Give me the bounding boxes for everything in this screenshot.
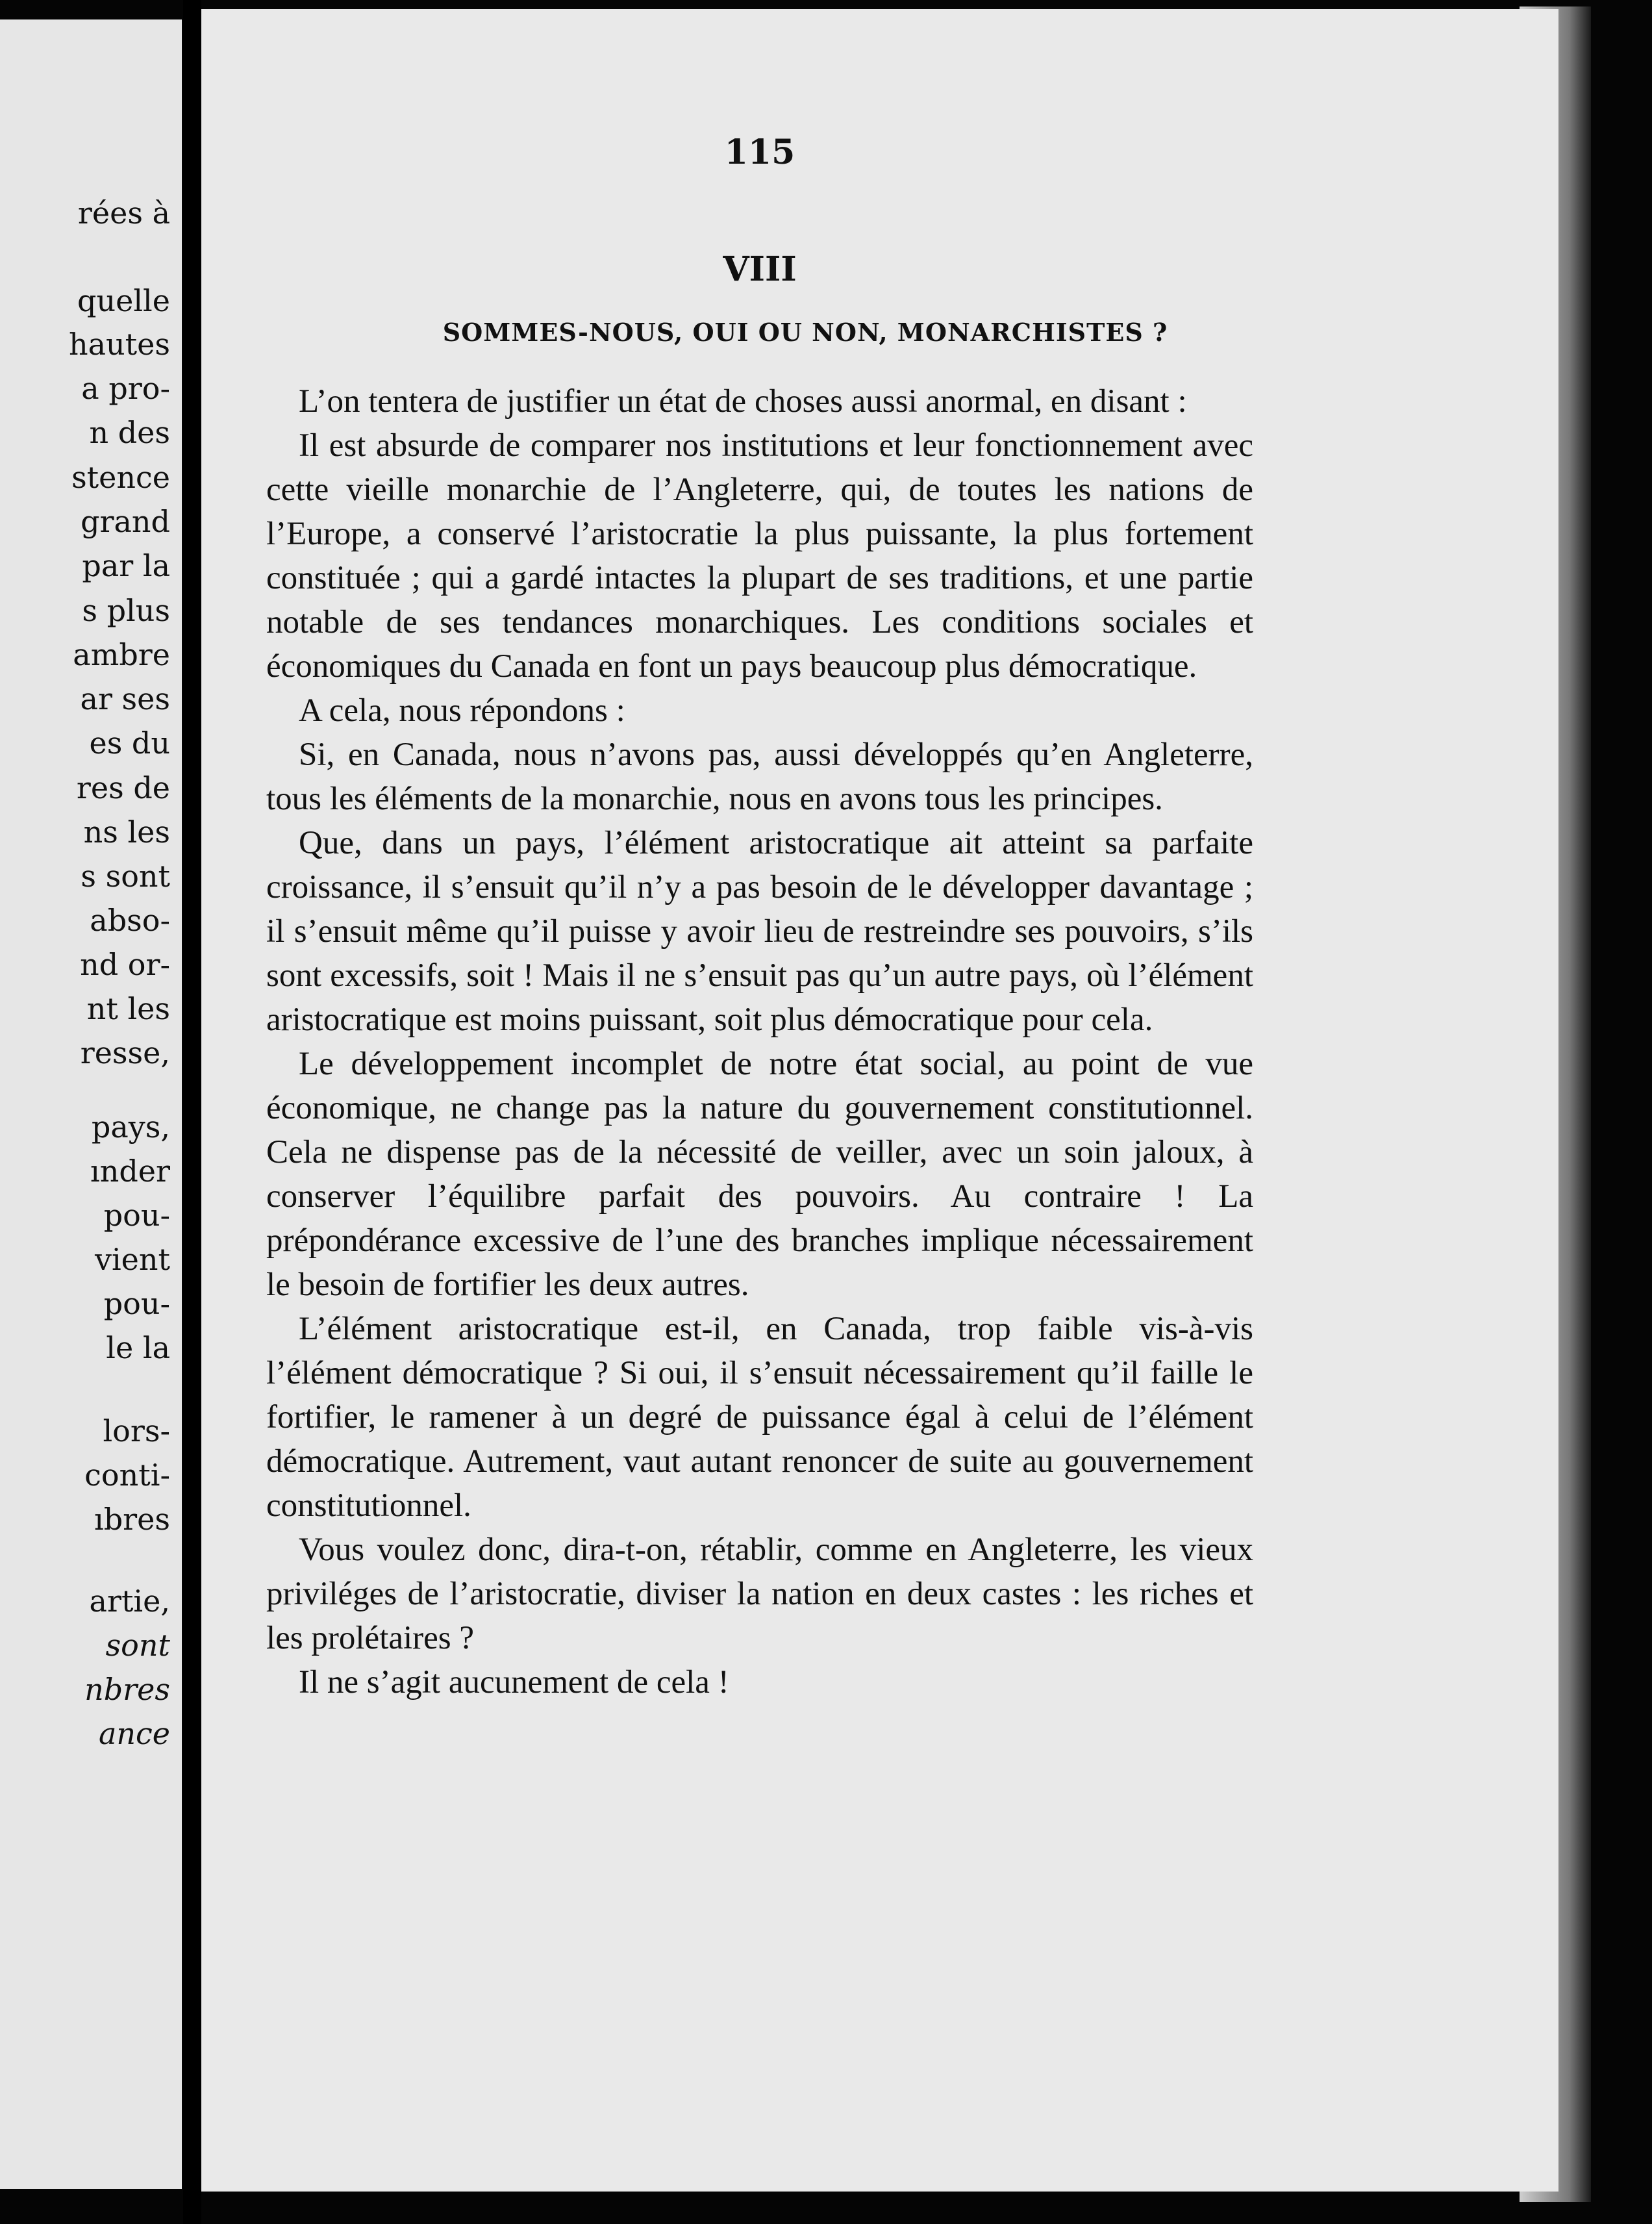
- paragraph: L’on tentera de justifier un état de choses aussi anormal, en disant :: [299, 383, 1187, 420]
- left-page-line-fragment: ar ses: [80, 681, 170, 716]
- paragraph: L’élément aristocratique est-il, en Canada, trop faible vis-à-vis l’élément démocratique ? Si oui, il s’ensuit nécessairement qu’il faille le fortifier, le ramener à un degré de puissance égal à celui de l’élément démocratique. Autrement, vaut autant renoncer de suite au gouvernement constitutionnel.: [266, 1311, 1253, 1524]
- left-page-line-fragment: a pro-: [81, 371, 170, 406]
- left-page-line-fragment: pays,: [91, 1109, 170, 1144]
- paragraph: Il ne s’agit aucunement de cela !: [299, 1664, 729, 1700]
- left-page-line-fragment: es du: [89, 726, 170, 761]
- left-page-line-fragment: ınder: [90, 1154, 170, 1189]
- left-page-line-fragment: ambre: [73, 637, 170, 672]
- left-page-line-fragment: s plus: [82, 593, 170, 628]
- left-page-line-fragment: pou-: [103, 1198, 170, 1233]
- left-page-line-fragment: par la: [82, 548, 170, 583]
- paragraph: Si, en Canada, nous n’avons pas, aussi développés qu’en Angleterre, tous les éléments de la monarchie, nous en avons tous les principes.: [266, 737, 1253, 817]
- left-facing-page: [0, 19, 182, 2189]
- left-page-line-fragment: hautes: [69, 327, 170, 362]
- left-page-line-fragment: nt les: [86, 991, 170, 1026]
- left-page-line-fragment: ns les: [83, 815, 170, 850]
- paragraph: Que, dans un pays, l’élément aristocratique ait atteint sa parfaite croissance, il s’ensuit qu’il n’y a pas besoin de le développer davantage ; il s’ensuit même qu’il puisse y avoir lieu de restreindre ses pouvoirs, s’ils sont excessifs, soit ! Mais il ne s’ensuit pas qu’un autre pays, où l’élément aristocratique est moins puissant, soit plus démocratique pour cela.: [266, 825, 1253, 1038]
- paragraph: Le développement incomplet de notre état social, au point de vue économique, ne change pas la nature du gouvernement constitutionnel. Cela ne dispense pas de la nécessité de veiller, avec un soin jaloux, à conserver l’équilibre parfait des pouvoirs. Au contraire ! La prépondérance excessive de l’une des branches implique nécessairement le besoin de fortifier les deux autres.: [266, 1046, 1253, 1303]
- paragraph: Vous voulez donc, dira-t-on, rétablir, comme en Angleterre, les vieux priviléges de l’aristocratie, diviser la nation en deux castes : les riches et les prolétaires ?: [266, 1532, 1253, 1656]
- left-page-line-fragment: s sont: [81, 859, 170, 894]
- body-text: [266, 379, 1253, 1704]
- chapter-heading: SOMMES-NOUS, OUI OU NON, MONARCHISTES ?: [442, 318, 1168, 347]
- left-page-line-fragment: quelle: [77, 283, 170, 318]
- left-page-line-fragment: res de: [76, 770, 170, 805]
- left-page-line-fragment: sont: [105, 1628, 170, 1663]
- left-page-line-fragment: grand: [81, 504, 170, 539]
- page-number: 115: [724, 133, 795, 172]
- left-page-line-fragment: resse,: [80, 1035, 170, 1070]
- left-page-line-fragment: pou-: [103, 1286, 170, 1321]
- left-page-line-fragment: le la: [106, 1330, 170, 1365]
- left-page-line-fragment: artie,: [89, 1584, 170, 1619]
- paragraph: Il est absurde de comparer nos institutions et leur fonctionnement avec cette vieille monarchie de l’Angleterre, qui, de toutes les nations de l’Europe, a conservé l’aristocratie la plus puissante, la plus fortement constituée ; qui a gardé intactes la plupart de ses traditions, et une partie notable de ses tendances monarchiques. Les conditions sociales et économiques du Canada en font un pays beaucoup plus démocratique.: [266, 427, 1253, 685]
- left-page-line-fragment: nd or-: [80, 947, 170, 982]
- chapter-number: VIII: [723, 249, 797, 289]
- left-page-line-fragment: conti-: [84, 1458, 170, 1493]
- left-page-line-fragment: stence: [71, 460, 170, 495]
- left-page-line-fragment: n des: [89, 415, 170, 450]
- left-page-line-fragment: nbres: [84, 1672, 170, 1707]
- left-page-line-fragment: ance: [98, 1716, 170, 1751]
- left-page-line-fragment: rées à: [77, 196, 170, 231]
- paragraph: A cela, nous répondons :: [299, 692, 625, 729]
- book-gutter: [183, 0, 201, 2224]
- left-page-line-fragment: vient: [94, 1242, 170, 1277]
- right-page: [201, 9, 1558, 2192]
- left-page-line-fragment: lors-: [103, 1413, 170, 1448]
- left-page-line-fragment: abso-: [90, 903, 170, 938]
- left-page-line-fragment: ıbres: [94, 1502, 170, 1537]
